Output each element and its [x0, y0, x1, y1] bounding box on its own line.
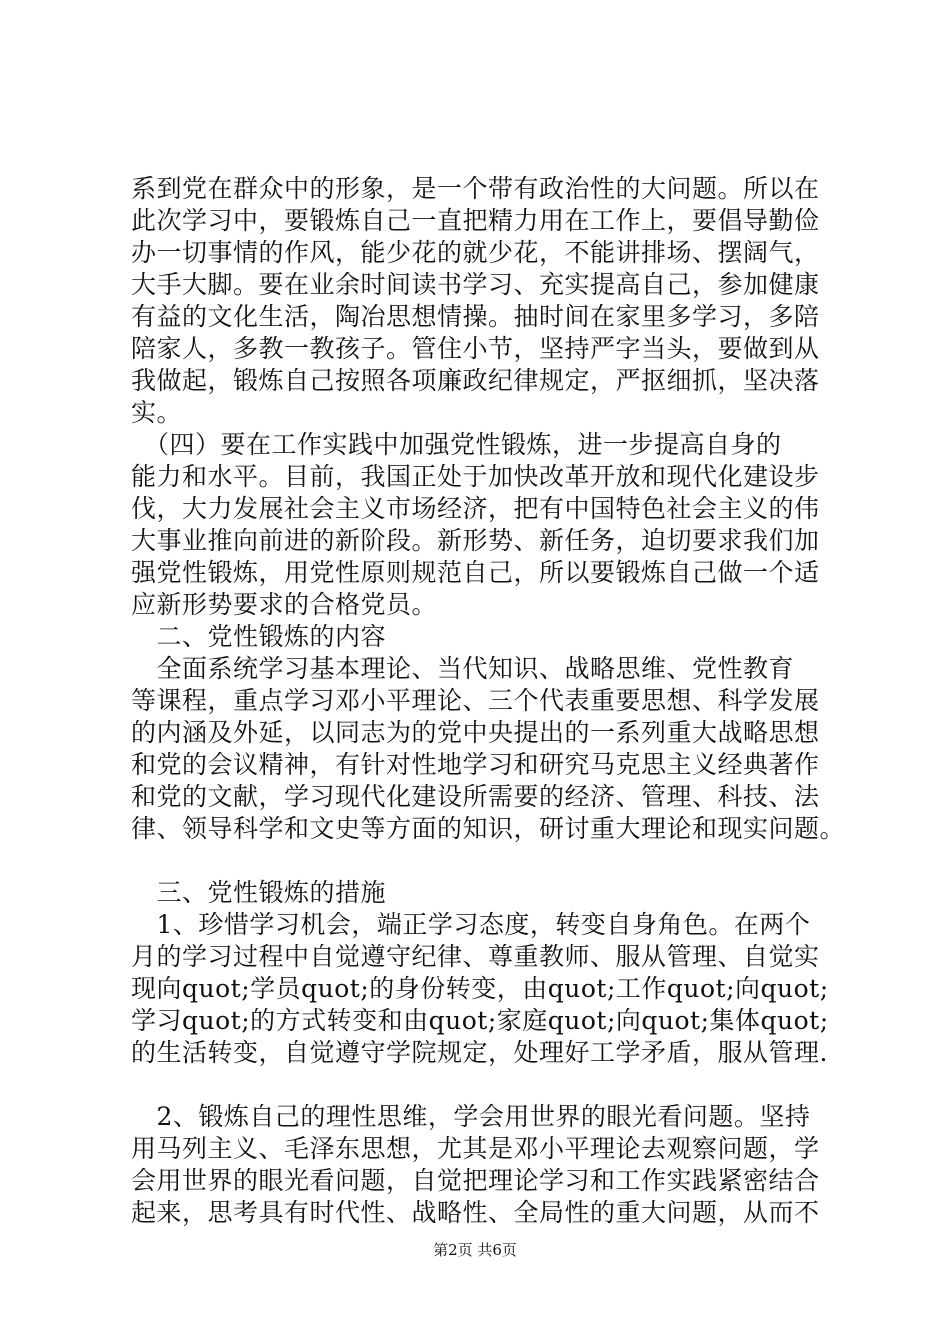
- text-line: 月的学习过程中自觉遵守纪律、尊重教师、服从管理、自觉实: [131, 942, 820, 971]
- text-line: 大手大脚。要在业余时间读书学习、充实提高自己，参加健康: [131, 270, 820, 299]
- text-line: 应新形势要求的合格党员。: [131, 590, 438, 619]
- text-line: 律、领导科学和文史等方面的知识，研讨重大理论和现实问题。: [131, 814, 846, 843]
- text-line: 用马列主义、毛泽东思想，尤其是邓小平理论去观察问题，学: [131, 1134, 820, 1163]
- text-line: 现向quot;学员quot;的身份转变，由quot;工作quot;向quot;: [131, 974, 829, 1003]
- text-line: 伐，大力发展社会主义市场经济，把有中国特色社会主义的伟: [131, 494, 820, 523]
- text-line: 有益的文化生活，陶冶思想情操。抽时间在家里多学习，多陪: [131, 302, 820, 331]
- text-line: 强党性锻炼，用党性原则规范自己，所以要锻炼自己做一个适: [131, 558, 820, 587]
- text-line: 会用世界的眼光看问题，自觉把理论学习和工作实践紧密结合: [131, 1166, 820, 1195]
- text-line: 办一切事情的作风，能少花的就少花，不能讲排场、摆阔气，: [131, 238, 820, 267]
- text-line: 实。: [131, 398, 183, 427]
- text-line: [131, 845, 851, 877]
- text-line: 等课程，重点学习邓小平理论、三个代表重要思想、科学发展: [131, 686, 820, 715]
- text-line: 系到党在群众中的形象，是一个带有政治性的大问题。所以在: [131, 174, 820, 203]
- page-footer: 第2页 共6页: [433, 1241, 517, 1259]
- text-line: 我做起，锻炼自己按照各项廉政纪律规定，严抠细抓，坚决落: [131, 366, 820, 395]
- text-line: 起来，思考具有时代性、战略性、全局性的重大问题，从而不: [131, 1198, 820, 1227]
- text-line: 和党的会议精神，有针对性地学习和研究马克思主义经典著作: [131, 750, 820, 779]
- text-line: 全面系统学习基本理论、当代知识、战略思维、党性教育: [131, 654, 795, 683]
- text-line: 能力和水平。目前，我国正处于加快改革开放和现代化建设步: [131, 462, 820, 491]
- text-line: 二、党性锻炼的内容: [131, 622, 387, 651]
- text-line: 2、锻炼自己的理性思维，学会用世界的眼光看问题。坚持: [131, 1102, 811, 1131]
- text-line: [131, 1069, 851, 1101]
- text-line: 陪家人，多教一教孩子。管住小节，坚持严字当头，要做到从: [131, 334, 820, 363]
- document-body: [131, 173, 851, 1229]
- text-line: 的内涵及外延，以同志为的党中央提出的一系列重大战略思想: [131, 718, 820, 747]
- text-line: 三、党性锻炼的措施: [131, 878, 387, 907]
- text-line: 学习quot;的方式转变和由quot;家庭quot;向quot;集体quot;: [131, 1006, 829, 1035]
- text-line: 此次学习中，要锻炼自己一直把精力用在工作上，要倡导勤俭: [131, 206, 820, 235]
- text-line: 大事业推向前进的新阶段。新形势、新任务，迫切要求我们加: [131, 526, 820, 555]
- text-line: （四）要在工作实践中加强党性锻炼，进一步提高自身的: [131, 430, 782, 459]
- text-line: 和党的文献，学习现代化建设所需要的经济、管理、科技、法: [131, 782, 820, 811]
- text-line: 的生活转变，自觉遵守学院规定，处理好工学矛盾，服从管理.: [131, 1038, 828, 1067]
- text-line: 1、珍惜学习机会，端正学习态度，转变自身角色。在两个: [131, 910, 811, 939]
